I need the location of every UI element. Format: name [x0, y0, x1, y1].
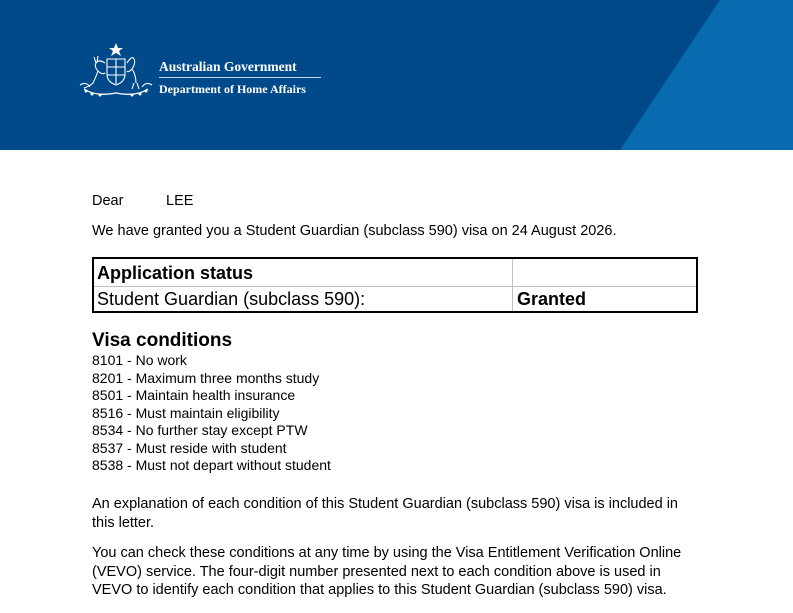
- list-item: 8501 - Maintain health insurance: [92, 387, 296, 403]
- header-banner: [0, 0, 793, 150]
- list-item: 8516 - Must maintain eligibility: [92, 404, 280, 421]
- visa-conditions-list: [92, 352, 331, 475]
- gov-name: Australian Government: [159, 58, 321, 78]
- table-row-divider: [94, 286, 696, 287]
- salutation: Dear: [92, 193, 124, 209]
- vevo-paragraph: You can check these conditions at any time by using the Visa Entitlement Verification Online (VEVO) service. The four-digit number presented next to each condition above is used in VEVO to identify each condition that applies to this Student Guardian (subclass 590) visa.: [92, 545, 682, 598]
- list-item: 8201 - Maximum three months study: [92, 369, 320, 386]
- explanation-paragraph: An explanation of each condition of this Student Guardian (subclass 590) visa is included in this letter.: [92, 496, 678, 531]
- visa-subclass-label: Student Guardian (subclass 590):: [97, 289, 366, 309]
- list-item: 8537 - Must reside with student: [92, 439, 287, 456]
- grant-sentence: We have granted you a Student Guardian (subclass 590) visa on 24 August 2026.: [92, 223, 617, 239]
- visa-conditions-heading: Visa conditions: [92, 330, 233, 351]
- list-item: 8538 - Must not depart without student: [92, 457, 331, 473]
- table-column-divider: [512, 259, 513, 311]
- application-status-table: [92, 257, 698, 313]
- recipient-name: LEE: [166, 193, 194, 209]
- status-badge: Granted: [517, 289, 587, 309]
- government-wordmark: [159, 58, 324, 98]
- coat-of-arms-icon: [76, 41, 156, 99]
- list-item: 8534 - No further stay except PTW: [92, 422, 308, 438]
- department-name: Department of Home Affairs: [159, 82, 306, 96]
- status-table-heading: Application status: [97, 263, 254, 283]
- list-item: 8101 - No work: [92, 352, 187, 368]
